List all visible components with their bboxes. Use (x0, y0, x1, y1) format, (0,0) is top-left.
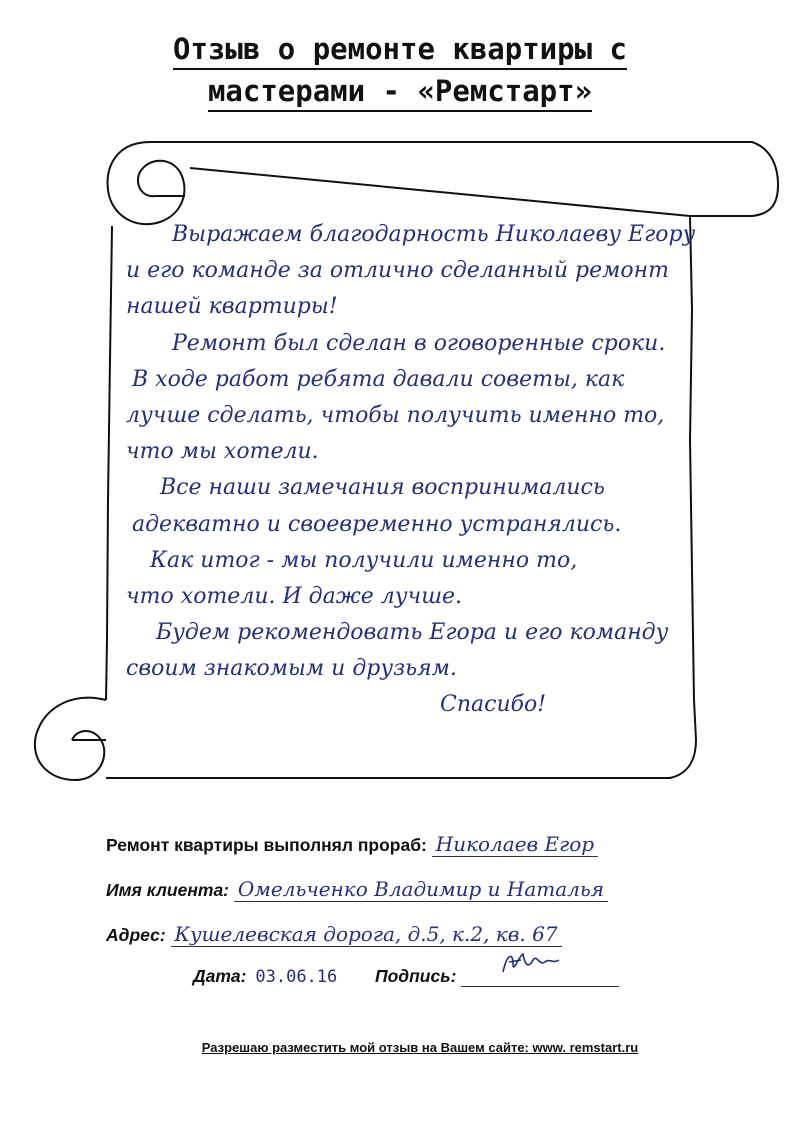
letter-line: нашей квартиры! (126, 294, 338, 320)
address-value: Кушелевская дорога, д.5, к.2, кв. 67 (171, 922, 562, 947)
consent-statement: Разрешаю разместить мой отзыв на Вашем сайте: www. remstart.ru (201, 1040, 639, 1055)
letter-line: Ремонт был сделан в оговоренные сроки. (172, 330, 666, 356)
letter-line: лучше сделать, чтобы получить именно то, (126, 402, 665, 428)
address-row (106, 922, 562, 946)
letter-line: Выражаем благодарность Николаеву Егору (172, 222, 696, 247)
signature-line (461, 968, 619, 987)
foreman-row (106, 832, 598, 856)
letter-line: что мы хотели. (126, 439, 319, 465)
letter-line: Спасибо! (440, 692, 547, 718)
foreman-value: Николаев Егор (432, 832, 598, 857)
letter-line: и его команде за отлично сделанный ремонт (126, 258, 669, 284)
letter-line: своим знакомым и друзьям. (126, 656, 457, 682)
signature-mark (499, 948, 569, 978)
client-row (106, 877, 608, 901)
letter-line: В ходе работ ребята давали советы, как (132, 366, 625, 392)
date-signature-row (193, 966, 619, 987)
client-value: Омельченко Владимир и Наталья (234, 877, 608, 902)
letter-line: Как итог - мы получили именно то, (150, 547, 578, 573)
letter-line: Все наши замечания воспринимались (160, 475, 605, 501)
signature-label: Подпись: (375, 966, 457, 986)
letter-line: что хотели. И даже лучше. (126, 583, 463, 609)
letter-line: Будем рекомендовать Егора и его команду (156, 620, 669, 646)
letter-line: адекватно и своевременно устранялись. (132, 511, 622, 537)
review-letter (126, 217, 696, 724)
client-label: Имя клиента: (106, 880, 230, 900)
address-label: Адрес: (106, 925, 166, 945)
title-line-2: мастерами - «Ремстарт» (208, 72, 592, 112)
foreman-label: Ремонт квартиры выполнял прораб: (106, 835, 427, 855)
title-line-1: Отзыв о ремонте квартиры с (173, 30, 627, 70)
date-label: Дата: (193, 966, 247, 986)
date-value: 03.06.16 (255, 967, 338, 987)
